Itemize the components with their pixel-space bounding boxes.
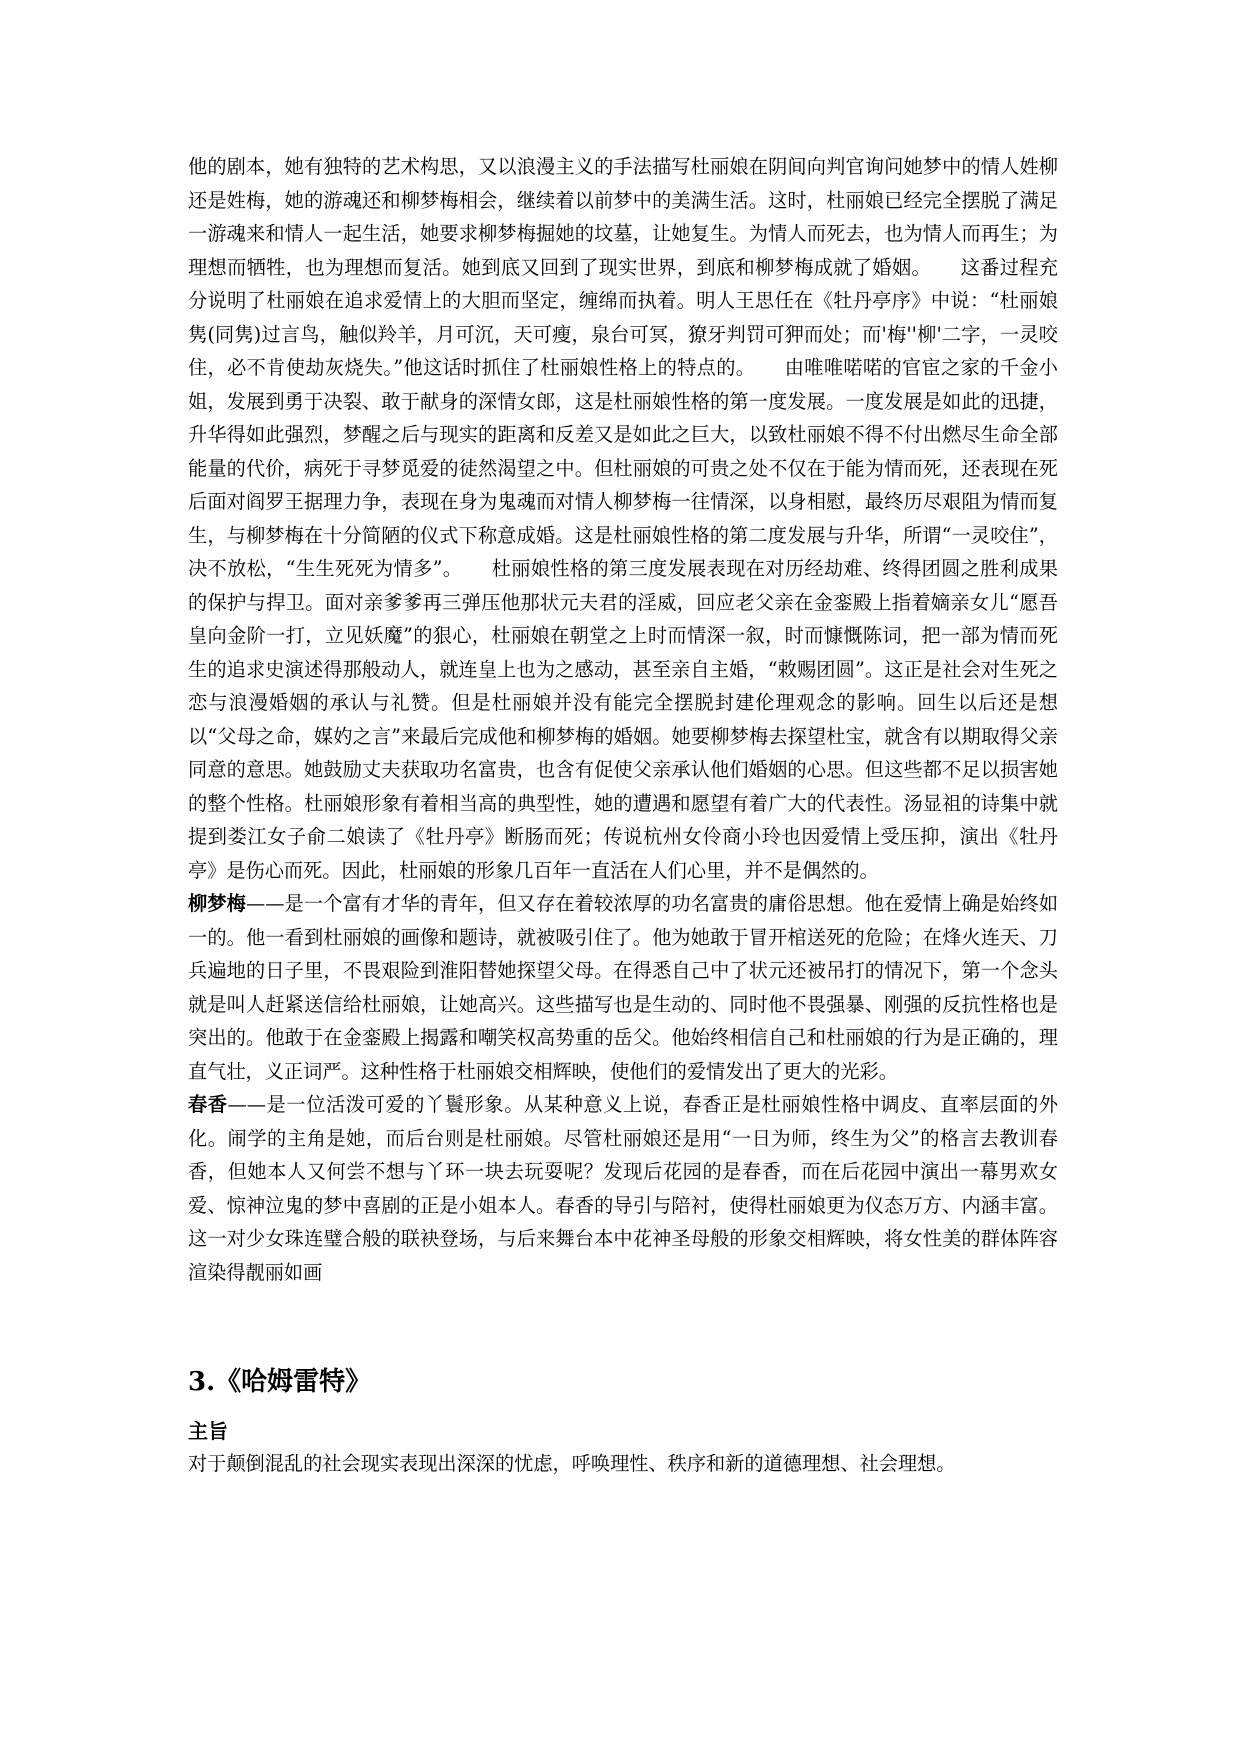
paragraph-text: 他的剧本，她有独特的艺术构思，又以浪漫主义的手法描写杜丽娘在阴间向判官询问她梦中的情人姓柳还是姓梅，她的游魂还和柳梦梅相会，继续着以前梦中的美满生活。这时，杜丽娘已经完全摆脱了满足一游魂来和情人一起生活，她要求柳梦梅掘她的坟墓，让她复生。为情人而死去，也为情人而再生；为理想而牺牲，也为理想而复活。她到底又回到了现实世界，到底和柳梦梅成就了婚姻。 这番过程充分说明了杜丽娘在追求爱情上的大胆而坚定，缠绵而执着。明人王思任在《牡丹亭序》中说：“杜丽娘隽(同隽)过言鸟，触似羚羊，月可沉，天可瘦，泉台可冥，獠牙判罚可狎而处；而'梅''柳'二字，一灵咬住，必不肯使劫灰烧失。”他这话时抓住了杜丽娘性格上的特点的。 由唯唯喏喏的官宦之家的千金小姐，发展到勇于决裂、敢于献身的深情女郎，这是杜丽娘性格的第一度发展。一度发展是如此的迅捷，升华得如此强烈，梦醒之后与现实的距离和反差又是如此之巨大，以致杜丽娘不得不付出燃尽生命全部能量的代价，病死于寻梦觅爱的徒然渴望之中。但杜丽娘的可贵之处不仅在于能为情而死，还表现在死后面对阎罗王据理力争，表现在身为鬼魂而对情人柳梦梅一往情深，以身相慰，最终历尽艰阻为情而复生，与柳梦梅在十分简陋的仪式下称意成婚。这是杜丽娘性格的第二度发展与升华，所谓“一灵咬住”，决不放松，“生生死死为情多”。 杜丽娘性格的第三度发展表现在对历经劫难、终得团圆之胜利成果的保护与捍卫。面对亲爹爹再三弹压他那状元夫君的淫威，回应老父亲在金銮殿上指着嫡亲女儿“愿吾皇向金阶一打，立见妖魔”的狠心，杜丽娘在朝堂之上时而情深一叙，时而慷慨陈词，把一部为情而死生的追求史演述得那般动人，就连皇上也为之感动，甚至亲自主婚，“敕赐团圆”。这正是社会对生死之恋与浪漫婚姻的承认与礼赞。但是杜丽娘并没有能完全摆脱封建伦理观念的影响。回生以后还是想以“父母之命，媒妁之言”来最后完成他和柳梦梅的婚姻。她要柳梦梅去探望杜宝，就含有以期取得父亲同意的意思。她鼓励丈夫获取功名富贵，也含有促使父亲承认他们婚姻的心思。但这些都不足以损害她的整个性格。杜丽娘形象有着相当高的典型性，她的遭遇和愿望有着广大的代表性。汤显祖的诗集中就提到娄江女子俞二娘读了《牡丹亭》断肠而死；传说杭州女伶商小玲也因爱情上受压抑，演出《牡丹亭》是伤心而死。因此，杜丽娘的形象几百年一直活在人们心里，并不是偶然的。 [188,155,1058,882]
subheading-theme: 主旨 [188,1419,228,1443]
paragraph-text: ——是一位活泼可爱的丫鬟形象。从某种意义上说，春香正是杜丽娘性格中调皮、直率层面的外化。闹学的主角是她，而后台则是杜丽娘。尽管杜丽娘还是用“一日为师，终生为父”的格言去教训春香，但她本人又何尝不想与丫环一块去玩耍呢？发现后花园的是春香，而在后花园中演出一幕男欢女爱、惊神泣鬼的梦中喜剧的正是小姐本人。春香的导引与陪衬，使得杜丽娘更为仪态万方、内涵丰富。这一对少女珠连璧合般的联袂登场，与后来舞台本中花神圣母般的形象交相辉映，将女性美的群体阵容渲染得靓丽如画 [188,1093,1059,1284]
paragraph-liu-mengmei [188,887,1058,1088]
paragraph-du-liniang [188,150,1058,887]
document-page [188,150,1058,1481]
paragraph-chunxiang [188,1088,1058,1289]
character-name-liu-mengmei: 柳梦梅 [188,892,247,915]
character-name-chunxiang: 春香 [188,1093,228,1116]
paragraph-text: ——是一个富有才华的青年，但又存在着较浓厚的功名富贵的庸俗思想。他在爱情上确是始终如一的。他一看到杜丽娘的画像和题诗，就被吸引住了。他为她敢于冒开棺送死的危险；在烽火连天、刀兵遍地的日子里，不畏艰险到淮阳替她探望父母。在得悉自己中了状元还被吊打的情况下，第一个念头就是叫人赶紧送信给杜丽娘，让她高兴。这些描写也是生动的、同时他不畏强暴、刚强的反抗性格也是突出的。他敢于在金銮殿上揭露和嘲笑权高势重的岳父。他始终相信自己和杜丽娘的行为是正确的，理直气壮，义正词严。这种性格于杜丽娘交相辉映，使他们的爱情发出了更大的光彩。 [188,892,1059,1083]
section-heading-hamlet: 3.《哈姆雷特》 [188,1367,372,1397]
theme-paragraph: 对于颠倒混乱的社会现实表现出深深的忧虑，呼唤理性、秩序和新的道德理想、社会理想。 [188,1452,956,1475]
